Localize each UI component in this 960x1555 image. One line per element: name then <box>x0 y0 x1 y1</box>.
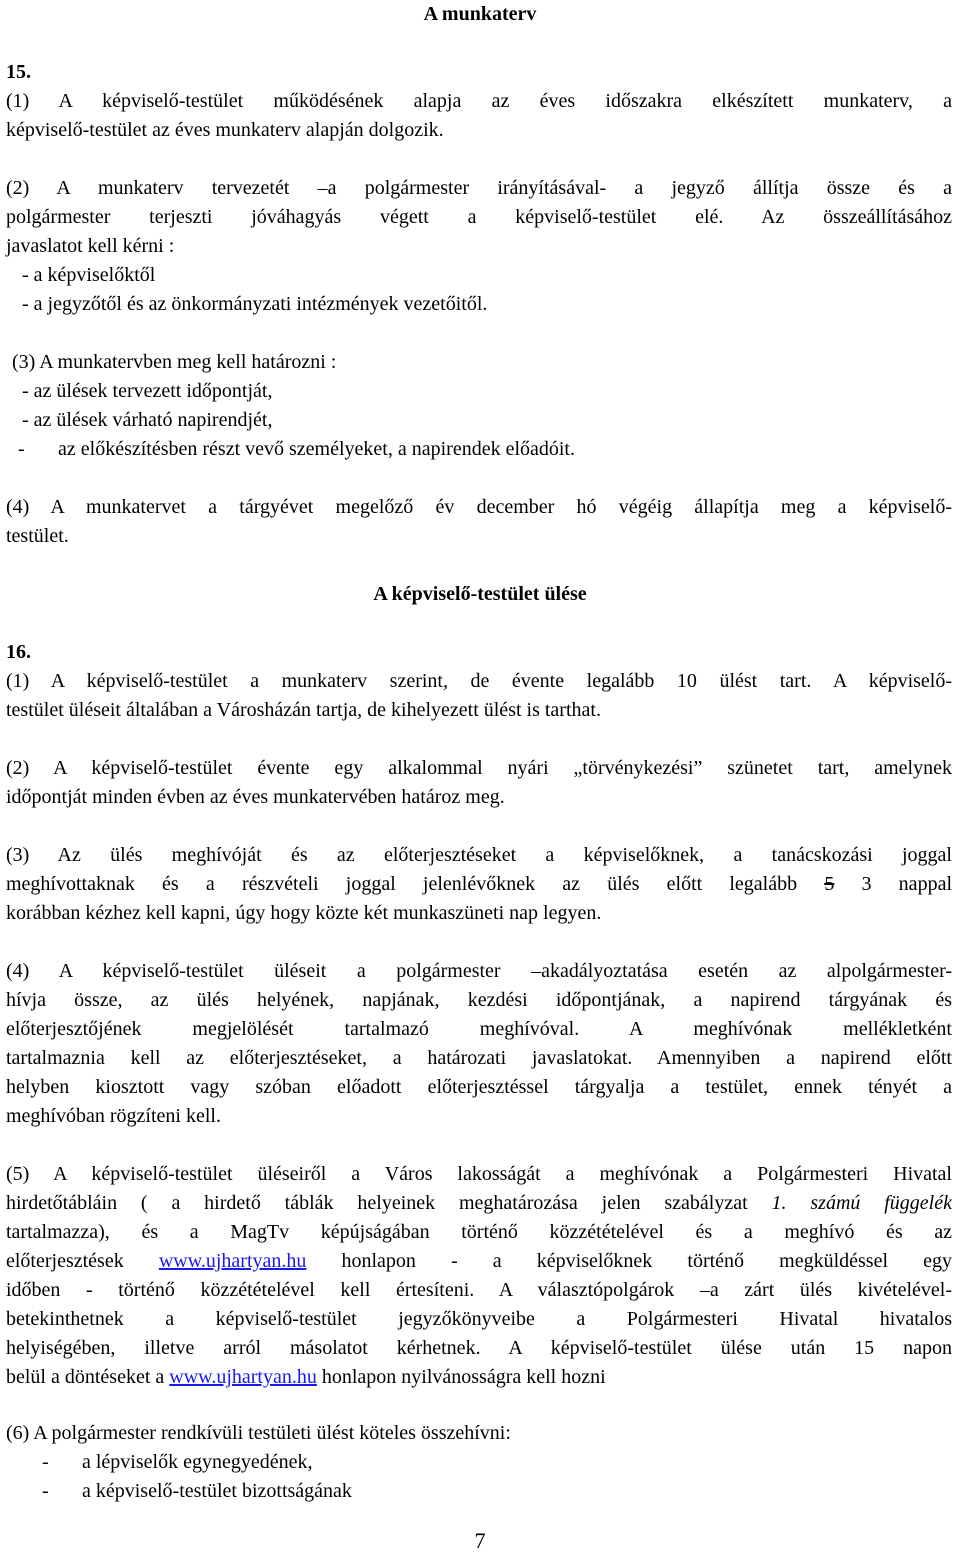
s15-p3-item2: - az ülések várható napirendjét, <box>22 409 273 431</box>
s16-p6-item1 <box>42 1448 952 1477</box>
s16-p5-line4-end: honlapon - a képviselőknek történő megküldéssel egy <box>341 1250 952 1272</box>
s15-p1-line1: (1) A képviselő-testület működésének alapja az éves időszakra elkészített munkaterv, a <box>6 90 952 112</box>
s16-p5-line8-text: belül a döntéseket a <box>6 1366 165 1388</box>
s16-p4-line5: helyben kiosztott vagy szóban előadott előterjesztéssel tárgyalja a testület, ennek tényét a <box>6 1076 952 1098</box>
s16-p6-item2-text: a képviselő-testület bizottságának <box>82 1480 352 1502</box>
section-number-15: 15. <box>6 61 31 83</box>
heading-ules: A képviselő-testület ülése <box>373 583 587 605</box>
s16-p5-line2 <box>6 1189 952 1218</box>
s16-p2-line2: időpontját minden évben az éves munkatervében határoz meg. <box>6 786 505 808</box>
s16-p4-line4: tartalmaznia kell az előterjesztéseket, a határozati javaslatokat. Amennyiben a napirend előtt <box>6 1047 952 1069</box>
s16-p3-line1: (3) Az ülés meghívóját és az előterjesztéseket a képviselőknek, a tanácskozási joggal <box>6 844 952 866</box>
s15-p3-item3 <box>18 435 952 464</box>
s16-p5-line1: (5) A képviselő-testület üléseiről a Város lakosságát a meghívónak a Polgármesteri Hivatal <box>6 1163 952 1185</box>
appendix-reference: 1. számú függelék <box>771 1192 952 1214</box>
s16-p5-line3: tartalmazza), és a MagTv képújságában történő közzétételével és a meghívó és az <box>6 1221 952 1243</box>
s15-p2-line3: javaslatot kell kérni : <box>6 235 175 257</box>
website-link[interactable]: www.ujhartyan.hu <box>158 1250 307 1272</box>
s16-p3-line2-text: meghívottaknak és a részvételi joggal jelenlévőknek az ülés előtt legalább <box>6 873 798 895</box>
s16-p6-item1-text: a lépviselők egynegyedének, <box>82 1451 313 1473</box>
s16-p3-line3: korábban kézhez kell kapni, úgy hogy közte két munkaszüneti nap legyen. <box>6 902 602 924</box>
s15-p2-item2: - a jegyzőtől és az önkormányzati intézmények vezetőitől. <box>22 293 488 315</box>
s16-p1-line1: (1) A képviselő-testület a munkaterv szerint, de évente legalább 10 ülést tart. A képviselő- <box>6 670 952 692</box>
list-dash: - <box>18 438 25 460</box>
s15-p3-line1: (3) A munkatervben meg kell határozni : <box>12 351 337 373</box>
s16-p5-line8-end: honlapon nyilvánosságra kell hozni <box>321 1366 606 1388</box>
page-number: 7 <box>474 1528 486 1553</box>
website-link[interactable]: www.ujhartyan.hu <box>169 1366 317 1388</box>
s16-p5-line7: helyiségében, illetve arról másolatot kérhetnek. A képviselő-testület ülése után 15 napon <box>6 1337 952 1359</box>
s16-p1-line2: testület üléseit általában a Városházán tartja, de kihelyezett ülést is tarthat. <box>6 699 601 721</box>
s16-p3-line2-end: 3 nappal <box>861 873 952 895</box>
s15-p1-line2: képviselő-testület az éves munkaterv alapján dolgozik. <box>6 119 444 141</box>
s15-p3-item3-text: az előkészítésben részt vevő személyeket, a napirendek előadóit. <box>58 438 575 460</box>
s15-p2-item1: - a képviselőktől <box>22 264 156 286</box>
s15-p4-line2: testület. <box>6 525 69 547</box>
s16-p2-line1: (2) A képviselő-testület évente egy alkalommal nyári „törvénykezési” szünetet tart, amelynek <box>6 757 952 779</box>
struck-number: 5 <box>824 873 835 895</box>
s16-p4-line1: (4) A képviselő-testület üléseit a polgármester –akadályoztatása esetén az alpolgármester- <box>6 960 952 982</box>
heading-munkaterv: A munkaterv <box>423 3 537 25</box>
s16-p4-line3: előterjesztőjének megjelölését tartalmazó meghívóval. A meghívónak mellékletként <box>6 1018 952 1040</box>
s16-p4-line2: hívja össze, az ülés helyének, napjának, kezdési időpontjának, a napirend tárgyának és <box>6 989 952 1011</box>
s16-p6-item2 <box>42 1477 952 1506</box>
list-dash: - <box>42 1480 49 1502</box>
s16-p5-line5: időben - történő közzétételével kell értesíteni. A választópolgárok –a zárt ülés kivételével- <box>6 1279 952 1301</box>
s16-p3-line2 <box>6 870 952 899</box>
s16-p5-line2-text: hirdetőtábláin ( a hirdető táblák helyeinek meghatározása jelen szabályzat <box>6 1192 748 1214</box>
s15-p2-line1: (2) A munkaterv tervezetét –a polgármester irányításával- a jegyző állítja össze és a <box>6 177 952 199</box>
s15-p4-line1: (4) A munkatervet a tárgyévet megelőző év december hó végéig állapítja meg a képviselő- <box>6 496 952 518</box>
s16-p5-line4-text: előterjesztések <box>6 1250 124 1272</box>
s16-p5-line8 <box>6 1363 952 1392</box>
s16-p6-line1: (6) A polgármester rendkívüli testületi ülést köteles összehívni: <box>6 1422 511 1444</box>
section-number-16: 16. <box>6 641 31 663</box>
s16-p5-line4 <box>6 1247 952 1276</box>
list-dash: - <box>42 1451 49 1473</box>
s15-p3-item1: - az ülések tervezett időpontját, <box>22 380 273 402</box>
s15-p2-line2: polgármester terjeszti jóváhagyás végett a képviselő-testület elé. Az összeállításához <box>6 206 952 228</box>
s16-p4-line6: meghívóban rögzíteni kell. <box>6 1105 221 1127</box>
s16-p5-line6: betekinthetnek a képviselő-testület jegyzőkönyveibe a Polgármesteri Hivatal hivatalos <box>6 1308 952 1330</box>
